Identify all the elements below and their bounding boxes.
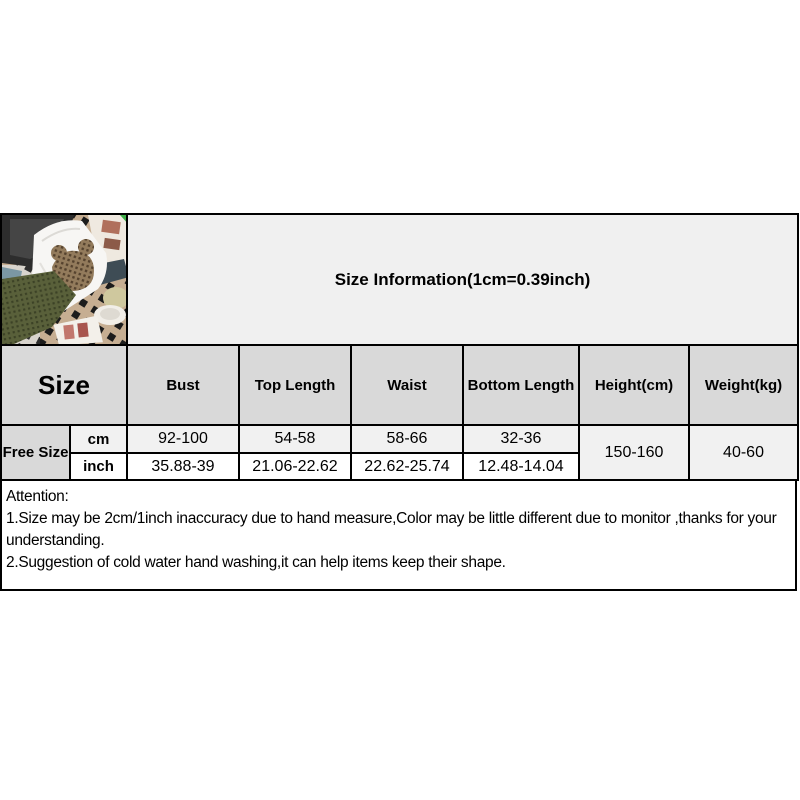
cell-inch-top-length: 21.06-22.62 (239, 453, 351, 480)
product-photo (1, 214, 127, 345)
attention-heading: Attention: (6, 488, 69, 505)
header-waist: Waist (351, 345, 463, 425)
product-photo-image (2, 215, 127, 344)
cell-height-range: 150-160 (579, 425, 689, 480)
header-size: Size (1, 345, 127, 425)
cell-cm-waist: 58-66 (351, 425, 463, 453)
cell-weight-range: 40-60 (689, 425, 798, 480)
attention-note-1: 1.Size may be 2cm/1inch inaccuracy due to hand measure,Color may be little different due to monitor ,thanks for your understanding. (6, 510, 777, 549)
header-height: Height(cm) (579, 345, 689, 425)
attention-note-2: 2.Suggestion of cold water hand washing,it can help items keep their shape. (6, 554, 506, 571)
row-label-free-size: Free Size (1, 425, 70, 480)
unit-label-cm: cm (70, 425, 127, 453)
cell-cm-bottom-length: 32-36 (463, 425, 579, 453)
cell-cm-bust: 92-100 (127, 425, 239, 453)
size-table (0, 213, 799, 481)
header-bust: Bust (127, 345, 239, 425)
cell-cm-top-length: 54-58 (239, 425, 351, 453)
header-top-length: Top Length (239, 345, 351, 425)
sheet-title: Size Information(1cm=0.39inch) (127, 214, 798, 345)
cell-inch-bust: 35.88-39 (127, 453, 239, 480)
cell-inch-bottom-length: 12.48-14.04 (463, 453, 579, 480)
cell-inch-waist: 22.62-25.74 (351, 453, 463, 480)
attention-section (0, 481, 797, 591)
header-weight: Weight(kg) (689, 345, 798, 425)
unit-label-inch: inch (70, 453, 127, 480)
size-info-sheet (0, 213, 797, 591)
header-bottom-length: Bottom Length (463, 345, 579, 425)
